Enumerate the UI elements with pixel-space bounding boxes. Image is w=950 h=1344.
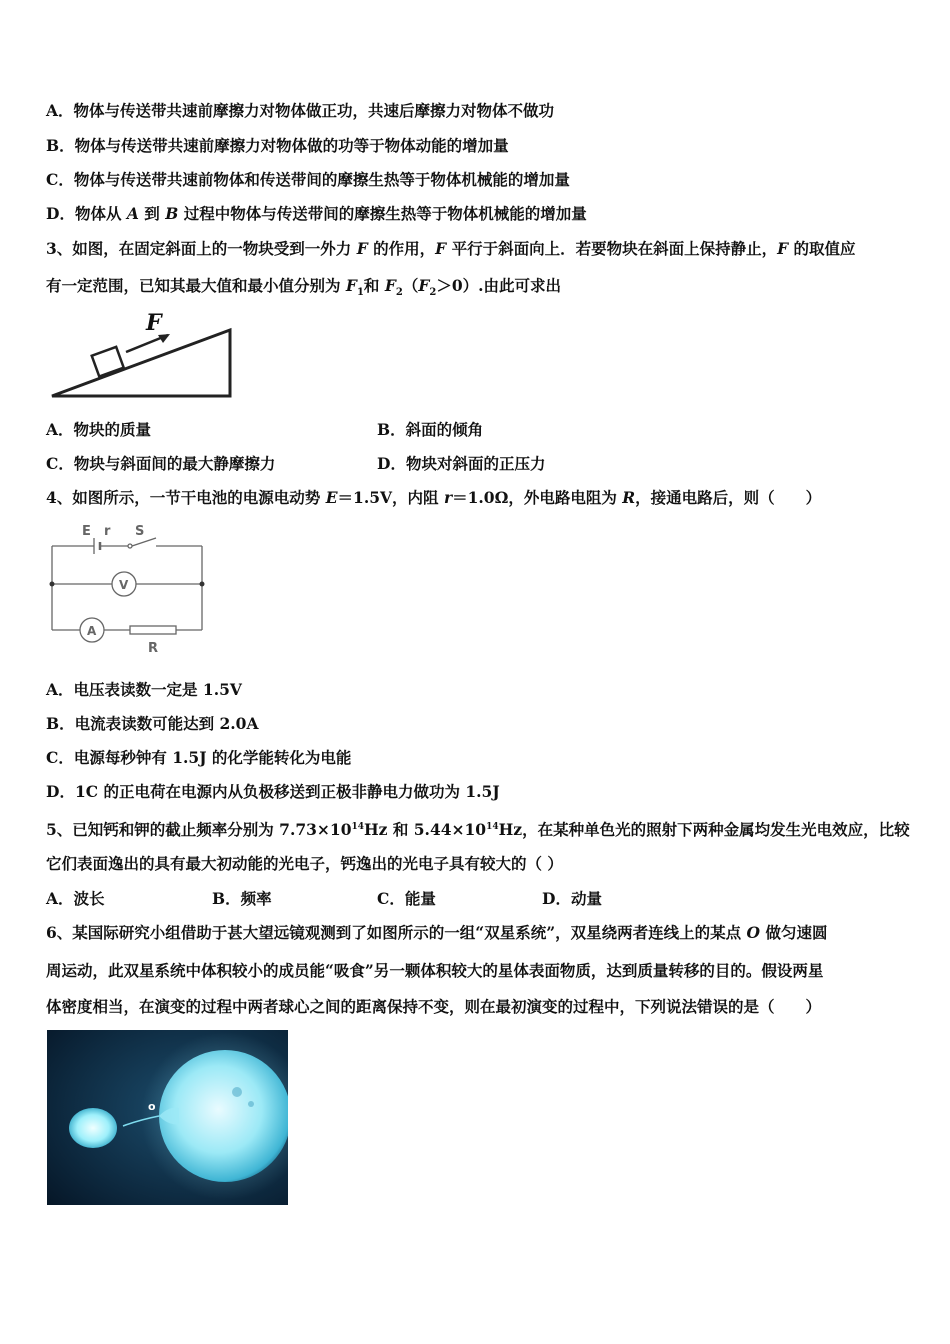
- q6-stem-line1: 6、某国际研究小组借助于甚大望远镜观测到了如图所示的一组“双星系统”，双星绕两者连线上的某点 O 做匀速圆: [46, 923, 828, 942]
- q4-option-d: D．1C 的正电荷在电源内从负极移送到正极非静电力做功为 1.5J: [46, 782, 500, 801]
- q2-option-a: A．物体与传送带共速前摩擦力对物体做正功，共速后摩擦力对物体不做功: [46, 101, 555, 120]
- voltmeter-label: V: [119, 578, 129, 592]
- q2-option-c: C．物体与传送带共速前物体和传送带间的摩擦生热等于物体机械能的增加量: [46, 170, 570, 189]
- circuit-label-r: r: [104, 524, 111, 539]
- q6-stem-line2: 周运动，此双星系统中体积较小的成员能“吸食”另一颗体积较大的星体表面物质，达到质量转移的目的。假设两星: [46, 961, 824, 980]
- q3-option-c: C．物块与斜面间的最大静摩擦力: [46, 454, 276, 473]
- q2-option-d: D．物体从 A 到 B 过程中物体与传送带间的摩擦生热等于物体机械能的增加量: [46, 204, 587, 223]
- incline-figure: [46, 308, 238, 404]
- force-f-label: F: [146, 310, 162, 336]
- q4-option-b: B．电流表读数可能达到 2.0A: [46, 714, 259, 733]
- q5-option-b: B．频率: [212, 889, 272, 908]
- q3-stem-line1: 3、如图，在固定斜面上的一物块受到一外力 F 的作用，F 平行于斜面向上．若要物块在斜面上保持静止，F 的取值应: [46, 239, 856, 258]
- resistor-label: R: [148, 641, 159, 656]
- q3-stem-line2: 有一定范围，已知其最大值和最小值分别为 $F_1$和 $F_2(F_2>0)$.由此可求出: [46, 276, 561, 299]
- q5-option-d: D．动量: [542, 889, 602, 908]
- q5-option-a: A．波长: [46, 889, 105, 908]
- circuit-diagram: [44, 518, 216, 656]
- q2-option-b: B．物体与传送带共速前摩擦力对物体做的功等于物体动能的增加量: [46, 136, 509, 155]
- binary-star-image: [47, 1030, 288, 1205]
- q5-option-c: C．能量: [377, 889, 436, 908]
- circuit-label-e: E: [82, 524, 91, 539]
- q3-option-a: A．物块的质量: [46, 420, 152, 439]
- q4-option-a: A．电压表读数一定是 1.5V: [46, 680, 242, 699]
- q3-option-b: B．斜面的倾角: [377, 420, 484, 439]
- q5-stem-line1: 5、已知钙和钾的截止频率分别为 $7.73\times 10^{14}Hz$ 和 $5.44\times 10^{14}Hz$，在某种单色光的照射下两种金属均发生光电效应，比较: [46, 820, 910, 840]
- ammeter-label: A: [87, 624, 97, 638]
- q4-option-c: C．电源每秒钟有 1.5J 的化学能转化为电能: [46, 748, 352, 767]
- q3-option-d: D．物块对斜面的正压力: [377, 454, 546, 473]
- circuit-label-s: S: [135, 524, 145, 539]
- q6-stem-line3: 体密度相当，在演变的过程中两者球心之间的距离保持不变，则在最初演变的过程中，下列说法错误的是（ ）: [46, 997, 822, 1016]
- small-star: [69, 1108, 117, 1148]
- q5-stem-line2: 它们表面逸出的具有最大初动能的光电子，钙逸出的光电子具有较大的（ ）: [46, 854, 563, 873]
- center-of-mass-label: o: [148, 1100, 156, 1113]
- q4-stem: 4、如图所示，一节干电池的电源电动势 E＝1.5V，内阻 r＝1.0Ω，外电路电阻为 R，接通电路后，则（ ）: [46, 488, 822, 507]
